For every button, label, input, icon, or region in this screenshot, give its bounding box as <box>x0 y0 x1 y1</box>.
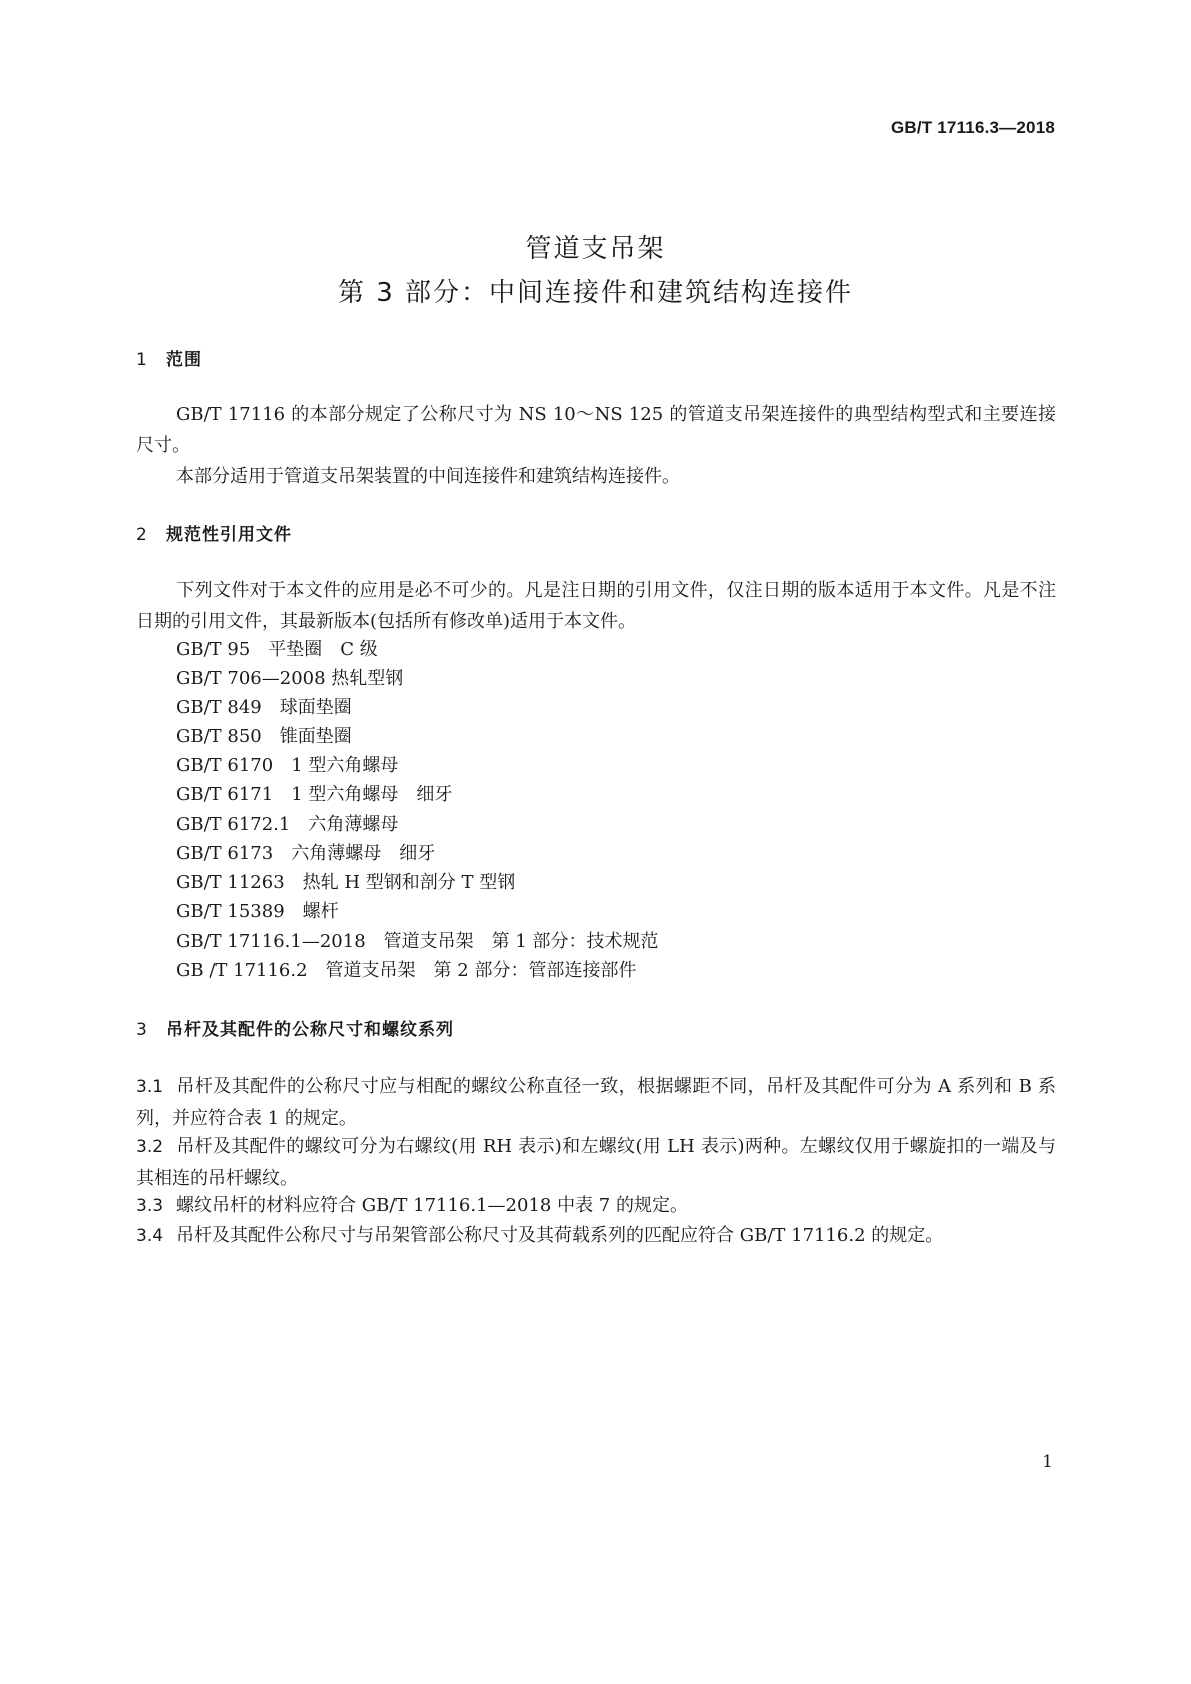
section-title: 吊杆及其配件的公称尺寸和螺纹系列 <box>166 1020 454 1040</box>
section-title: 范围 <box>166 350 202 370</box>
section-number: 1 <box>136 350 148 370</box>
document-subtitle: 第 3 部分：中间连接件和建筑结构连接件 <box>337 278 854 308</box>
section-2-heading <box>136 520 292 545</box>
reference-item: GB/T 849 球面垫圈 <box>176 697 352 718</box>
paragraph-text: 本部分适用于管道支吊架装置的中间连接件和建筑结构连接件。 <box>176 466 680 487</box>
reference-item: GB/T 95 平垫圈 C 级 <box>176 639 378 660</box>
clause-text: 吊杆及其配件的螺纹可分为右螺纹(用 RH 表示)和左螺纹(用 LH 表示)两种。左螺纹仅用于螺旋扣的一端及与其相连的吊杆螺纹。 <box>136 1136 1056 1189</box>
section-number: 3 <box>136 1020 148 1040</box>
reference-item: GB/T 6172.1 六角薄螺母 <box>176 814 399 835</box>
reference-item: GB/T 6170 1 型六角螺母 <box>176 755 399 776</box>
clause-text: 吊杆及其配件公称尺寸与吊架管部公称尺寸及其荷载系列的匹配应符合 GB/T 17116.2 的规定。 <box>176 1225 944 1246</box>
clause-number: 3.1 <box>136 1077 164 1097</box>
clause-number: 3.3 <box>136 1196 164 1216</box>
clause-text: 吊杆及其配件的公称尺寸应与相配的螺纹公称直径一致，根据螺距不同，吊杆及其配件可分为 A 系列和 B 系列，并应符合表 1 的规定。 <box>136 1076 1056 1129</box>
reference-item: GB/T 17116.1—2018 管道支吊架 第 1 部分：技术规范 <box>176 931 659 952</box>
clause-number: 3.4 <box>136 1226 164 1246</box>
section-1-paragraph-2 <box>136 461 1056 492</box>
clause-number: 3.2 <box>136 1137 164 1157</box>
reference-item: GB/T 11263 热轧 H 型钢和剖分 T 型钢 <box>176 872 516 893</box>
reference-item: GB/T 706—2008 热轧型钢 <box>176 668 404 689</box>
reference-item: GB/T 850 锥面垫圈 <box>176 726 352 747</box>
paragraph-text: 下列文件对于本文件的应用是必不可少的。凡是注日期的引用文件，仅注日期的版本适用于本文件。凡是不注日期的引用文件，其最新版本(包括所有修改单)适用于本文件。 <box>136 580 1056 632</box>
reference-item: GB/T 6173 六角薄螺母 细牙 <box>176 843 436 864</box>
reference-item: GB/T 6171 1 型六角螺母 细牙 <box>176 784 453 805</box>
clause-3-1 <box>136 1071 1056 1134</box>
paragraph-text: GB/T 17116 的本部分规定了公称尺寸为 NS 10～NS 125 的管道支吊架连接件的典型结构型式和主要连接尺寸。 <box>136 404 1056 456</box>
section-3-heading <box>136 1015 454 1040</box>
clause-3-3 <box>136 1190 1056 1222</box>
reference-item: GB /T 17116.2 管道支吊架 第 2 部分：管部连接部件 <box>176 960 637 981</box>
clause-3-4 <box>136 1220 1056 1252</box>
section-2-paragraph-1 <box>136 575 1056 637</box>
clause-text: 螺纹吊杆的材料应符合 GB/T 17116.1—2018 中表 7 的规定。 <box>176 1195 688 1216</box>
reference-item: GB/T 15389 螺杆 <box>176 901 339 922</box>
section-title: 规范性引用文件 <box>166 525 292 545</box>
section-1-heading <box>136 345 202 370</box>
document-title: 管道支吊架 <box>525 234 666 264</box>
clause-3-2 <box>136 1131 1056 1194</box>
page-number: 1 <box>1042 1452 1053 1472</box>
section-number: 2 <box>136 525 148 545</box>
section-1-paragraph-1 <box>136 399 1056 461</box>
standard-code: GB/T 17116.3—2018 <box>890 118 1055 137</box>
